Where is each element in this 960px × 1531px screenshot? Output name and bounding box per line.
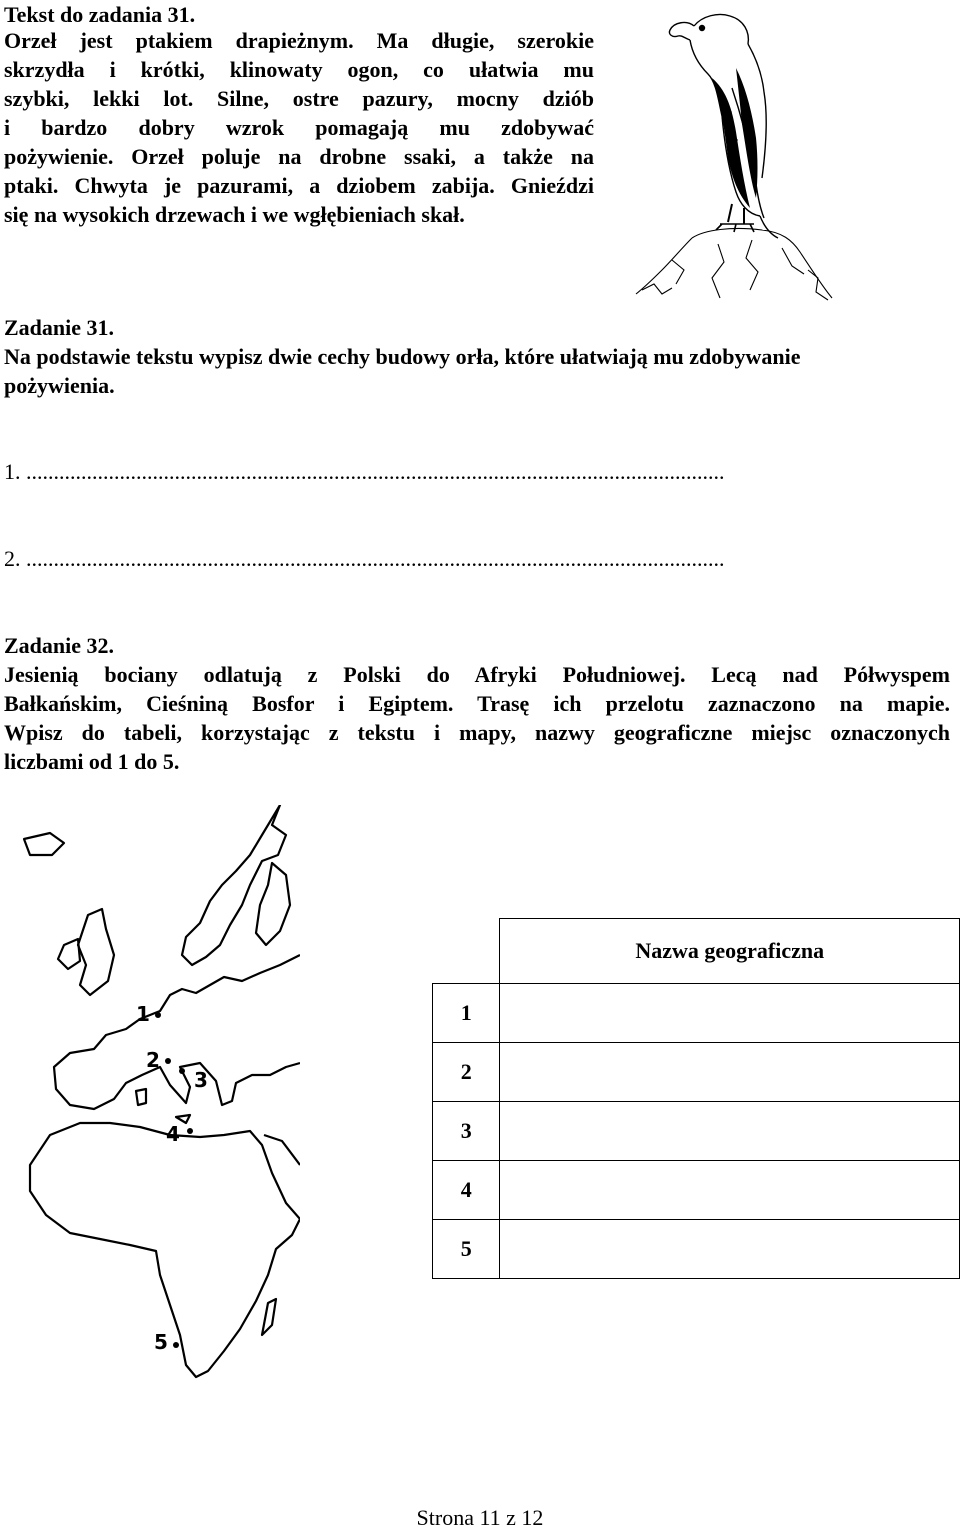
answer-line-1[interactable]: 1. ............................................................................................................................... bbox=[4, 459, 725, 484]
eagle-beak bbox=[669, 23, 694, 40]
task32-line-3: Wpisz do tabeli, korzystając z tekstu i mapy, nazwy geograficzne miejsc oznaczonych bbox=[4, 720, 950, 745]
map-point-bosfor bbox=[179, 1068, 185, 1074]
text-line-1: Orzeł jest ptakiem drapieżnym. Ma długie, szerokie bbox=[4, 28, 594, 53]
table-row bbox=[433, 1161, 960, 1220]
map-point-2 bbox=[165, 1058, 171, 1064]
row-number: 4 bbox=[433, 1161, 500, 1220]
page-footer: Strona 11 z 12 bbox=[416, 1505, 544, 1530]
map-label-2: 2 bbox=[146, 1048, 160, 1072]
row-number: 2 bbox=[433, 1043, 500, 1102]
text-line-3: szybki, lekki lot. Silne, ostre pazury, mocny dziób bbox=[4, 86, 594, 111]
row-number: 1 bbox=[433, 984, 500, 1043]
table-header: Nazwa geograficzna bbox=[500, 919, 960, 984]
europe-africa-map bbox=[10, 805, 300, 1395]
map-label-4: 4 bbox=[166, 1122, 180, 1146]
row-number: 3 bbox=[433, 1102, 500, 1161]
ireland-outline bbox=[58, 939, 80, 969]
answer-line-2[interactable]: 2. ............................................................................................................................... bbox=[4, 546, 725, 571]
table-row bbox=[433, 1102, 960, 1161]
task31-title: Zadanie 31. bbox=[4, 315, 115, 340]
text-line-2: skrzydła i krótki, klinowaty ogon, co ułatwia mu bbox=[4, 57, 594, 82]
table-row bbox=[433, 984, 960, 1043]
britain-outline bbox=[78, 909, 114, 995]
task32-title: Zadanie 32. bbox=[4, 633, 115, 658]
text-title: Tekst do zadania 31. bbox=[4, 2, 196, 27]
row-number: 5 bbox=[433, 1220, 500, 1279]
map-label-5: 5 bbox=[154, 1330, 168, 1354]
europe-outline bbox=[54, 955, 300, 1109]
map-label-3: 3 bbox=[194, 1068, 208, 1092]
table-row bbox=[433, 1043, 960, 1102]
map-label-1: 1 bbox=[136, 1002, 150, 1026]
answer-cell-1[interactable] bbox=[500, 984, 960, 1043]
task31-line-2: pożywienia. bbox=[4, 373, 115, 398]
answer-cell-4[interactable] bbox=[500, 1161, 960, 1220]
answer-table bbox=[432, 918, 960, 1279]
text-line-7: się na wysokich drzewach i we wgłębieniach skał. bbox=[4, 202, 465, 227]
eagle-eye bbox=[700, 26, 705, 31]
answer-cell-5[interactable] bbox=[500, 1220, 960, 1279]
table-corner bbox=[433, 919, 500, 984]
task31-line-1: Na podstawie tekstu wypisz dwie cechy budowy orła, które ułatwiają mu zdobywanie bbox=[4, 344, 801, 369]
eagle-illustration bbox=[632, 8, 958, 308]
task32-line-2: Bałkańskim, Cieśniną Bosfor i Egiptem. Trasę ich przelotu zaznaczono na mapie. bbox=[4, 691, 950, 716]
text-line-5: pożywienie. Orzeł poluje na drobne ssaki, a także na bbox=[4, 144, 594, 169]
answer-cell-2[interactable] bbox=[500, 1043, 960, 1102]
map-point-1 bbox=[155, 1012, 161, 1018]
text-line-4: i bardzo dobry wzrok pomagają mu zdobywać bbox=[4, 115, 594, 140]
answer-cell-3[interactable] bbox=[500, 1102, 960, 1161]
task32-line-4: liczbami od 1 do 5. bbox=[4, 749, 180, 774]
map-point-5 bbox=[173, 1342, 179, 1348]
map-point-4 bbox=[187, 1128, 193, 1134]
task32-line-1: Jesienią bociany odlatują z Polski do Afryki Południowej. Lecą nad Półwyspem bbox=[4, 662, 950, 687]
text-line-6: ptaki. Chwyta je pazurami, a dziobem zabija. Gnieździ bbox=[4, 173, 594, 198]
table-row bbox=[433, 1220, 960, 1279]
